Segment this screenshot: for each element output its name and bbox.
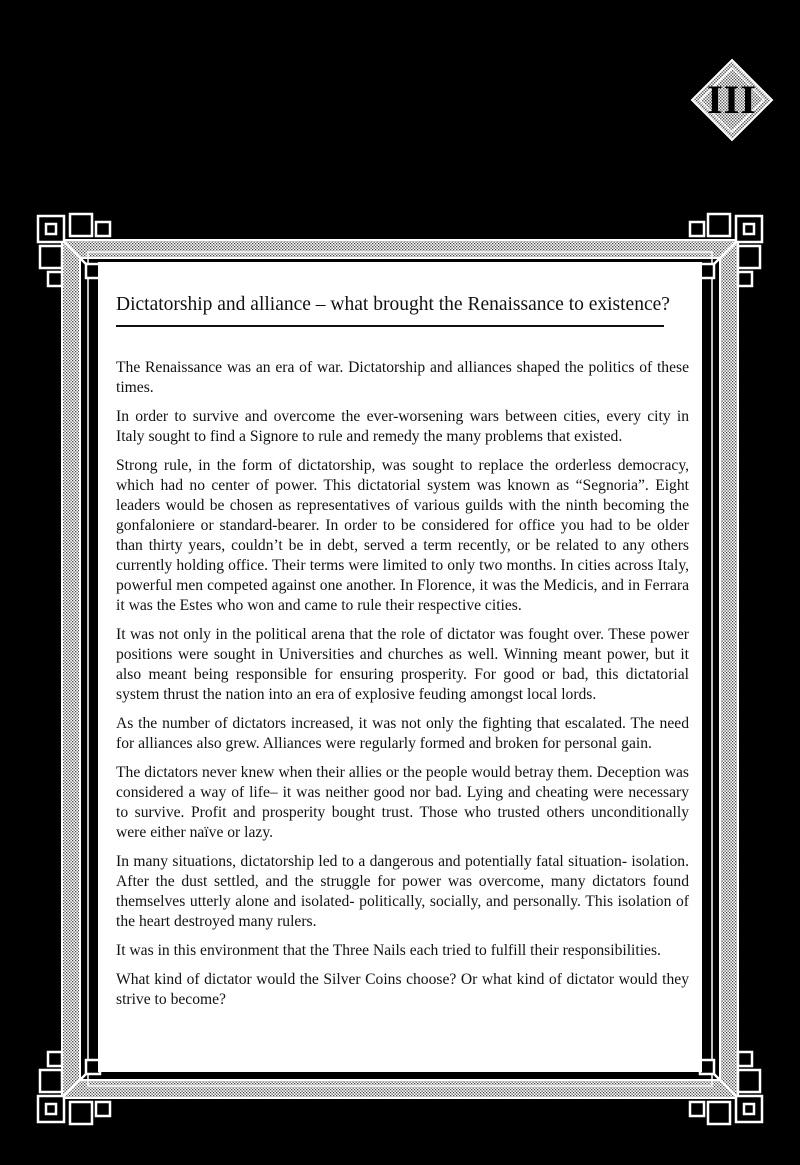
chapter-numeral: III xyxy=(707,77,757,122)
section-heading: Dictatorship and alliance – what brought the Renaissance to existence? xyxy=(116,294,664,327)
content-page xyxy=(98,262,702,1072)
paragraph: In many situations, dictatorship led to a dangerous and potentially fatal situation- isolation. After the dust settled, and the struggle for power was overcome, many dictators found themselves utterly alone and isolated- politically, socially, and personally. This isolation of the heart destroyed many rulers. xyxy=(116,853,689,930)
paragraph: In order to survive and overcome the ever-worsening wars between cities, every city in Italy sought to find a Signore to rule and remedy the many problems that existed. xyxy=(116,408,689,445)
article-body xyxy=(116,358,689,1019)
paragraph: The dictators never knew when their allies or the people would betray them. Deception was considered a way of life– it was neither good nor bad. Lying and cheating were necessary to survive. Profit and prosperity bought trust. Those who trusted others unconditionally were either naïve or lazy. xyxy=(116,764,689,841)
paragraph: The Renaissance was an era of war. Dictatorship and alliances shaped the politics of these times. xyxy=(116,359,689,396)
paragraph: It was not only in the political arena that the role of dictator was fought over. These power positions were sought in Universities and churches as well. Winning meant power, but it also meant being responsible for ensuring prosperity. For good or bad, this dictatorial system thrust the nation into an era of explosive feuding amongst local lords. xyxy=(116,626,689,703)
paragraph: What kind of dictator would the Silver Coins choose? Or what kind of dictator would they strive to become? xyxy=(116,971,689,1008)
paragraph: It was in this environment that the Three Nails each tried to fulfill their responsibilities. xyxy=(116,942,661,959)
paragraph: As the number of dictators increased, it was not only the fighting that escalated. The need for alliances also grew. Alliances were regularly formed and broken for personal gain. xyxy=(116,715,689,752)
paragraph: Strong rule, in the form of dictatorship, was sought to replace the orderless democracy, which had no center of power. This dictatorial system was known as “Segnoria”. Eight leaders would be chosen as representatives of various guilds with the ninth becoming the gonfaloniere or standard-bearer. In order to be considered for office you had to be older than thirty years, couldn’t be in debt, served a term recently, or be related to any others currently holding office. Their terms were limited to only two months. In cities across Italy, powerful men competed against one another. In Florence, it was the Medicis, and in Ferrara it was the Estes who won and came to rule their respective cities. xyxy=(116,457,689,614)
